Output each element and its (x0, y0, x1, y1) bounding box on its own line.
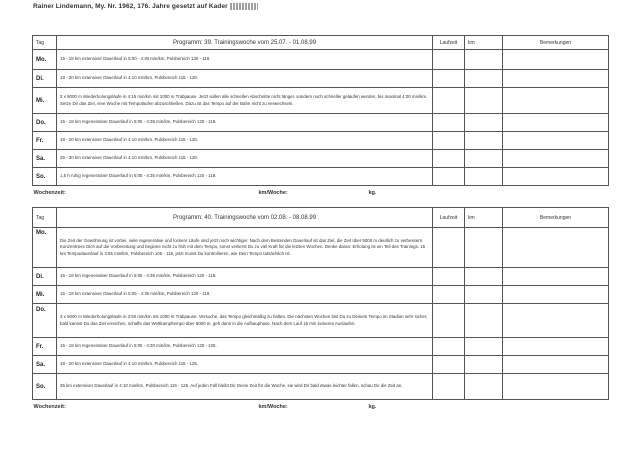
table-row (33, 50, 609, 70)
km-cell[interactable] (465, 268, 503, 286)
page-header (33, 3, 258, 10)
day-label: Do. (33, 114, 57, 132)
column-laufzeit: Laufzeit (433, 208, 465, 228)
km-cell[interactable] (465, 50, 503, 70)
km-cell[interactable] (465, 88, 503, 114)
column-day: Tag (33, 36, 57, 50)
km-cell[interactable] (465, 132, 503, 150)
day-label: Mo. (33, 228, 57, 268)
training-week-40-table (32, 207, 609, 414)
column-km: km (465, 208, 503, 228)
day-label: So. (33, 374, 57, 400)
day-label: Di. (33, 268, 57, 286)
workout-description: 15 - 18 km regenerativer Dauerlauf in 5:05 - 4:30 min/km, Pulsbereich 120 - 105. (57, 338, 433, 356)
laufzeit-cell[interactable] (433, 150, 465, 168)
km-cell[interactable] (465, 338, 503, 356)
day-label: Mi. (33, 88, 57, 114)
laufzeit-cell[interactable] (433, 286, 465, 304)
km-cell[interactable] (465, 150, 503, 168)
table-row (33, 228, 609, 268)
day-label: Mo. (33, 50, 57, 70)
km-cell[interactable] (465, 168, 503, 186)
bemerkungen-cell[interactable] (503, 338, 609, 356)
redaction-mark (230, 3, 258, 10)
workout-description: 35 km extensiver Dauerlauf in 4:10 min/km, Pulsbereich 115 - 125. Auf jeden Fall bleibt Dir Deine Zeit für die Woche, sie wird Dir bald etwas leichter fallen, schau Dir die Zeit an. (57, 374, 433, 400)
table-row (33, 150, 609, 168)
laufzeit-cell[interactable] (433, 268, 465, 286)
laufzeit-cell[interactable] (433, 374, 465, 400)
bemerkungen-cell[interactable] (503, 50, 609, 70)
table-row (33, 88, 609, 114)
day-label: Fr. (33, 132, 57, 150)
day-label: Sa. (33, 150, 57, 168)
laufzeit-cell[interactable] (433, 132, 465, 150)
km-woche-label: km/Woche: (258, 403, 288, 410)
day-label: Fr. (33, 338, 57, 356)
table-row (33, 268, 609, 286)
table-row (33, 70, 609, 88)
workout-description: 15 - 18 km regenerativer Dauerlauf in 5:05 - 4:35 min/km, Pulsbereich 120 - 118. (57, 114, 433, 132)
table-row (33, 286, 609, 304)
week-summary-row (33, 186, 609, 200)
workout-description: 15 - 18 km extensiver Dauerlauf in 5:00 - 4:30 min/km, Pulsbereich 130 - 118. (57, 50, 433, 70)
page-header-text: Rainer Lindemann, My. Nr. 1962, 176. Jahre gesetzt auf Kader (33, 3, 228, 11)
km-cell[interactable] (465, 374, 503, 400)
workout-description: 16 - 18 km extensiver Dauerlauf in 5:05 - 4:35 min/km, Pulsbereich 120 - 118. (57, 286, 433, 304)
day-label: Sa. (33, 356, 57, 374)
table-row (33, 356, 609, 374)
week-summary-row (33, 400, 609, 414)
km-cell[interactable] (465, 304, 503, 338)
table-row (33, 374, 609, 400)
workout-description: 3 x 5000 m Wiederholungsläufe in 4:15 min/km mit 1000 m Trabpause. Jetzt sollen alle schnellen Abschnitte nicht länger, sondern noch schneller gelaufen werden, bis maximal 4:00 min/km. Setze Dir das Ziel, eine Woche mit Tempoläufen abzuschließen. Dazu ist das Tempo auf der Bahn nicht zu verwechseln. (57, 88, 433, 114)
table-row (33, 168, 609, 186)
table-row (33, 304, 609, 338)
laufzeit-cell[interactable] (433, 70, 465, 88)
km-woche-label: km/Woche: (258, 189, 288, 196)
bemerkungen-cell[interactable] (503, 132, 609, 150)
laufzeit-cell[interactable] (433, 356, 465, 374)
bemerkungen-cell[interactable] (503, 286, 609, 304)
laufzeit-cell[interactable] (433, 50, 465, 70)
bemerkungen-cell[interactable] (503, 356, 609, 374)
week-title: Programm: 40. Trainingswoche vom 02.08. - 08.08.99 (57, 208, 433, 228)
workout-description: 1,5 h ruhig regenerativer Dauerlauf in 5:05 - 4:35 min/km, Pulsbereich 120 - 118. (57, 168, 433, 186)
day-label: Mi. (33, 286, 57, 304)
kg-label: kg. (368, 189, 377, 196)
kg-label: kg. (368, 403, 377, 410)
table-row (33, 338, 609, 356)
workout-description: Die Zeit der Gewöhnung ist vorbei, viele regenerative und lockere Läufe sind jetzt noch wichtiger. Nach dem Bestenden Dauerlauf ist das Ziel, die Zeit über 5000 m deutlich zu verbessern. Konzentriere Dich auf die Vorbereitung und beginne nicht zu früh mit dem Tempo, sonst verlierst Du zu viel Kraft für die letzten Wochen. Denke daran: Erholung ist ein Teil des Trainings. 15 km Tempodauerlauf in 3:55 min/km, Pulsbereich 105 - 115, jetzt musst Du kontrollieren, wie Dein Tempo tatsächlich ist. (57, 228, 433, 268)
workout-description: 18 - 20 km extensiver Dauerlauf in 4:10 min/km, Pulsbereich 115 - 125. (57, 356, 433, 374)
workout-description: 18 - 20 km extensiver Dauerlauf in 4:10 min/km, Pulsbereich 115 - 120. (57, 70, 433, 88)
laufzeit-cell[interactable] (433, 88, 465, 114)
wochenzeit-label: Wochenzeit: (33, 189, 66, 196)
column-bemerkungen: Bemerkungen (503, 208, 609, 228)
km-cell[interactable] (465, 356, 503, 374)
bemerkungen-cell[interactable] (503, 114, 609, 132)
km-cell[interactable] (465, 114, 503, 132)
workout-description: 16 - 18 km regenerativer Dauerlauf in 5:05 - 4:35 min/km, Pulsbereich 120 - 118. (57, 268, 433, 286)
workout-description: 18 - 20 km extensiver Dauerlauf in 4:10 min/km, Pulsbereich 115 - 120. (57, 132, 433, 150)
laufzeit-cell[interactable] (433, 114, 465, 132)
bemerkungen-cell[interactable] (503, 228, 609, 268)
day-label: Do. (33, 304, 57, 338)
column-day: Tag (33, 208, 57, 228)
bemerkungen-cell[interactable] (503, 168, 609, 186)
laufzeit-cell[interactable] (433, 304, 465, 338)
km-cell[interactable] (465, 70, 503, 88)
table-row (33, 132, 609, 150)
week-title: Programm: 39. Trainingswoche vom 25.07. - 01.08.99 (57, 36, 433, 50)
column-km: km (465, 36, 503, 50)
bemerkungen-cell[interactable] (503, 268, 609, 286)
laufzeit-cell[interactable] (433, 168, 465, 186)
column-laufzeit: Laufzeit (433, 36, 465, 50)
table-row (33, 114, 609, 132)
day-label: So. (33, 168, 57, 186)
km-cell[interactable] (465, 228, 503, 268)
bemerkungen-cell[interactable] (503, 88, 609, 114)
workout-description: 3 x 5000 m Wiederholungsläufe in 3:50 min/km mit 1000 m Trabpause. Versuche, das Tempo gleichmäßig zu halten. Die nächsten Wochen bist Du zu Deinem Tempo im Stadion sehr sicher, bald kannst Du das Ziel erreichen, schaffe das Wettkampftempo über 5000 m, geh dann in die Aufbauphase. Nach dem Lauf 15 min lockeres Auslaufen. (57, 304, 433, 338)
training-week-39-table (32, 35, 609, 200)
bemerkungen-cell[interactable] (503, 70, 609, 88)
column-bemerkungen: Bemerkungen (503, 36, 609, 50)
wochenzeit-label: Wochenzeit: (33, 403, 66, 410)
km-cell[interactable] (465, 286, 503, 304)
workout-description: 25 - 30 km extensiver Dauerlauf in 4:10 min/km, Pulsbereich 115 - 120. (57, 150, 433, 168)
day-label: Di. (33, 70, 57, 88)
laufzeit-cell[interactable] (433, 228, 465, 268)
bemerkungen-cell[interactable] (503, 304, 609, 338)
laufzeit-cell[interactable] (433, 338, 465, 356)
bemerkungen-cell[interactable] (503, 374, 609, 400)
bemerkungen-cell[interactable] (503, 150, 609, 168)
